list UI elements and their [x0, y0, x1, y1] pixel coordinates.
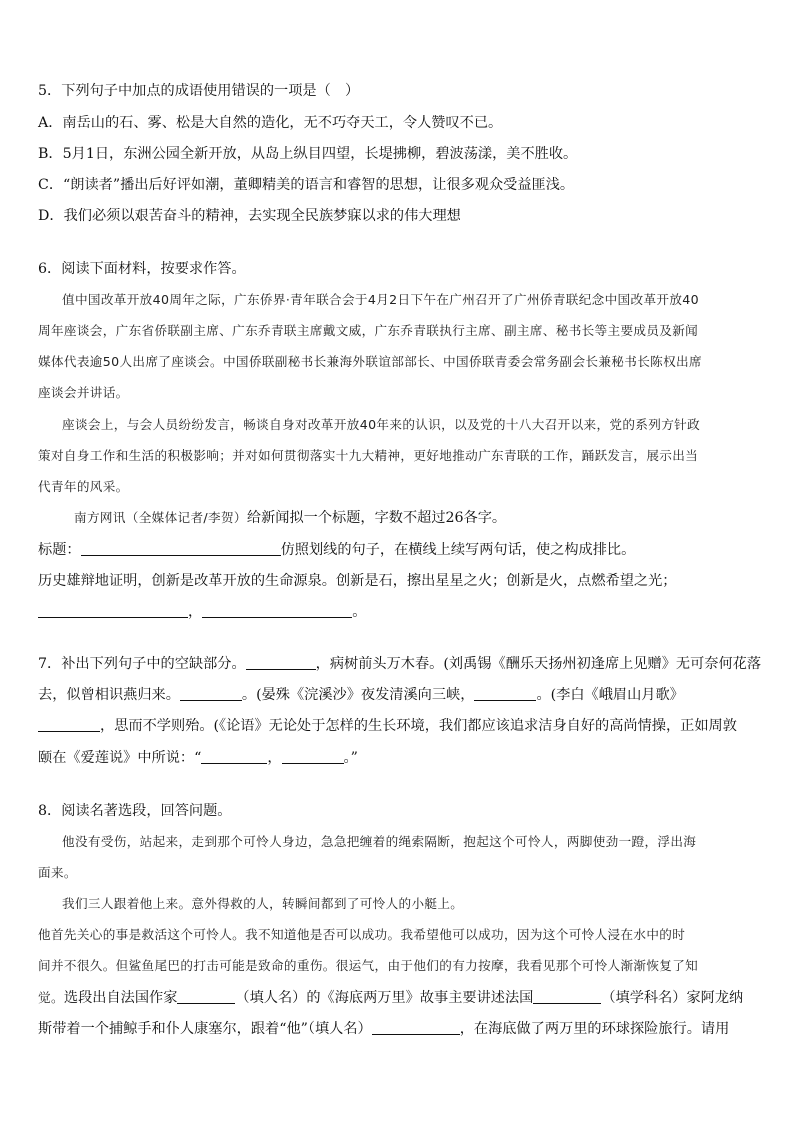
q7-text: ，思而不学则殆。(《论语》无论处于怎样的生长环境，我们都应该追求洁身自好的高尚情操，正如周敦	[100, 718, 737, 734]
q7-text: 去，似曾相识燕归来。	[38, 687, 180, 703]
q7-blank-1[interactable]	[246, 655, 316, 670]
q7-stem: 7．补出下列句子中的空缺部分。	[38, 656, 246, 672]
q6-material-line: 座谈会上，与会人员纷纷发言，畅谈自身对改革开放40年来的认识，以及党的十八大召开以来，党的系列方针政	[62, 417, 701, 432]
q7-blank-3[interactable]	[474, 686, 536, 701]
q8-question-line-1	[38, 988, 743, 1008]
q6-material-line: 策对自身工作和生活的积极影响；并对如何贯彻落实十九大精神，更好地推动广东青联的工作，踊跃发言，展示出当	[38, 448, 699, 463]
q7-text: ，病树前头万木春。(刘禹锡《酬乐天扬州初逢席上见赠》无可奈何花落	[315, 656, 762, 672]
q5-option-b: B．5月1日，东洲公园全新开放，从岛上纵目四望，长堤拂柳，碧波荡漾，美不胜收。	[38, 146, 578, 162]
q6-material-line: 代青年的风采。	[38, 479, 129, 494]
q6-period: 。	[352, 604, 367, 620]
q6-answer-line	[38, 602, 366, 622]
q8-text: ，在海底做了两万里的环球探险旅行。请用	[459, 1021, 730, 1037]
q5-option-c: C．“朗读者”播出后好评如潮，董卿精美的语言和睿智的思想，让很多观众受益匪浅。	[38, 177, 575, 193]
q6-answer-blank-2[interactable]	[202, 603, 352, 618]
q6-parallel-instruction: 仿照划线的句子，在横线上续写两句话，使之构成排比。	[280, 542, 636, 558]
q7-blank-6[interactable]	[282, 749, 344, 764]
q8-stem: 8．阅读名著选段，回答问题。	[38, 803, 232, 819]
q6-stem: 6．阅读下面材料，按要求作答。	[38, 261, 246, 277]
q6-history-sentence: 历史雄辩地证明，创新是改革开放的生命源泉。创新是石，擦出星星之火；创新是火，点燃希望之光；	[38, 573, 677, 589]
q7-text: 。(李白《峨眉山月歌》	[536, 687, 684, 703]
q6-answer-blank-1[interactable]	[38, 603, 188, 618]
q8-discipline-blank[interactable]	[533, 989, 601, 1004]
q7-line-3	[38, 716, 737, 736]
q7-text: 。(晏殊《浣溪沙》夜发清溪向三峡，	[241, 687, 475, 703]
q7-comma: ，	[267, 750, 282, 766]
q7-line-2	[38, 685, 684, 705]
q5-option-d: D．我们必须以艰苦奋斗的精神，去实现全民族梦寐以求的伟大理想	[38, 208, 461, 224]
q6-material-line: 媒体代表逾50人出席了座谈会。中国侨联副秘书长兼海外联谊部部长、中国侨联青委会常务副会长兼秘书长陈权出席	[38, 354, 702, 369]
q7-blank-2[interactable]	[180, 686, 242, 701]
q8-author-blank[interactable]	[177, 989, 235, 1004]
q7-line-1	[38, 654, 761, 674]
q6-material-line: 值中国改革开放40周年之际，广东侨界·青年联合会于4月2日下午在广州召开了广州侨青联纪念中国改革开放40	[62, 292, 699, 307]
q8-passage-line: 面来。	[38, 865, 77, 880]
q8-passage-line: 间并不很久。但鲨鱼尾巴的打击可能是致命的重伤。很运气，由于他们的有力按摩，我看见那个可怜人渐渐恢复了知	[38, 958, 699, 973]
q6-title-label: 标题：	[38, 542, 81, 558]
q8-name-blank[interactable]	[372, 1020, 460, 1035]
q6-source: 南方网讯（全媒体记者/李贺）	[74, 510, 247, 525]
q8-passage-line: 他没有受伤，站起来，走到那个可怜人身边，急急把缠着的绳索隔断，抱起这个可怜人，两脚使劲一蹬，浮出海	[62, 834, 697, 849]
q8-question-line-2	[38, 1019, 729, 1039]
q8-passage-end: 觉。	[38, 990, 64, 1005]
q8-text: 选段出自法国作家	[63, 990, 178, 1006]
q6-instruction: 给新闻拟一个标题，字数不超过26各字。	[246, 510, 507, 526]
q7-text: 。”	[343, 750, 358, 766]
q5-stem: 5．下列句子中加点的成语使用错误的一项是（ ）	[38, 83, 360, 99]
q6-material-line: 周年座谈会，广东省侨联副主席、广东乔青联主席戴文威，广东乔青联执行主席、副主席、秘书长等主要成员及新闻	[38, 323, 699, 338]
q7-blank-5[interactable]	[201, 749, 267, 764]
q7-line-4	[38, 748, 358, 768]
q7-text: 颐在《爱莲说》中所说：“	[38, 750, 202, 766]
q5-option-a: A．南岳山的石、雾、松是大自然的造化，无不巧夺天工，令人赞叹不已。	[38, 115, 503, 131]
q6-comma: ，	[188, 604, 203, 620]
q8-text: （填人名）的《海底两万里》故事主要讲述法国	[235, 990, 534, 1006]
q6-source-line	[74, 508, 506, 528]
q6-material-line: 座谈会并讲话。	[38, 385, 129, 400]
q7-blank-4[interactable]	[38, 717, 100, 732]
q8-text: 斯带着一个捕鲸手和仆人康塞尔，跟着“他”（填人名）	[38, 1021, 372, 1037]
q8-passage-line: 他首先关心的事是救活这个可怜人。我不知道他是否可以成功。我希望他可以成功，因为这个可怜人浸在水中的时	[38, 927, 686, 942]
q8-passage-line: 我们三人跟着他上来。意外得救的人，转瞬间都到了可怜人的小艇上。	[62, 896, 464, 911]
q6-title-blank[interactable]	[81, 541, 281, 556]
q8-text: （填学科名）家阿龙纳	[601, 990, 744, 1006]
q6-title-line	[38, 540, 635, 560]
